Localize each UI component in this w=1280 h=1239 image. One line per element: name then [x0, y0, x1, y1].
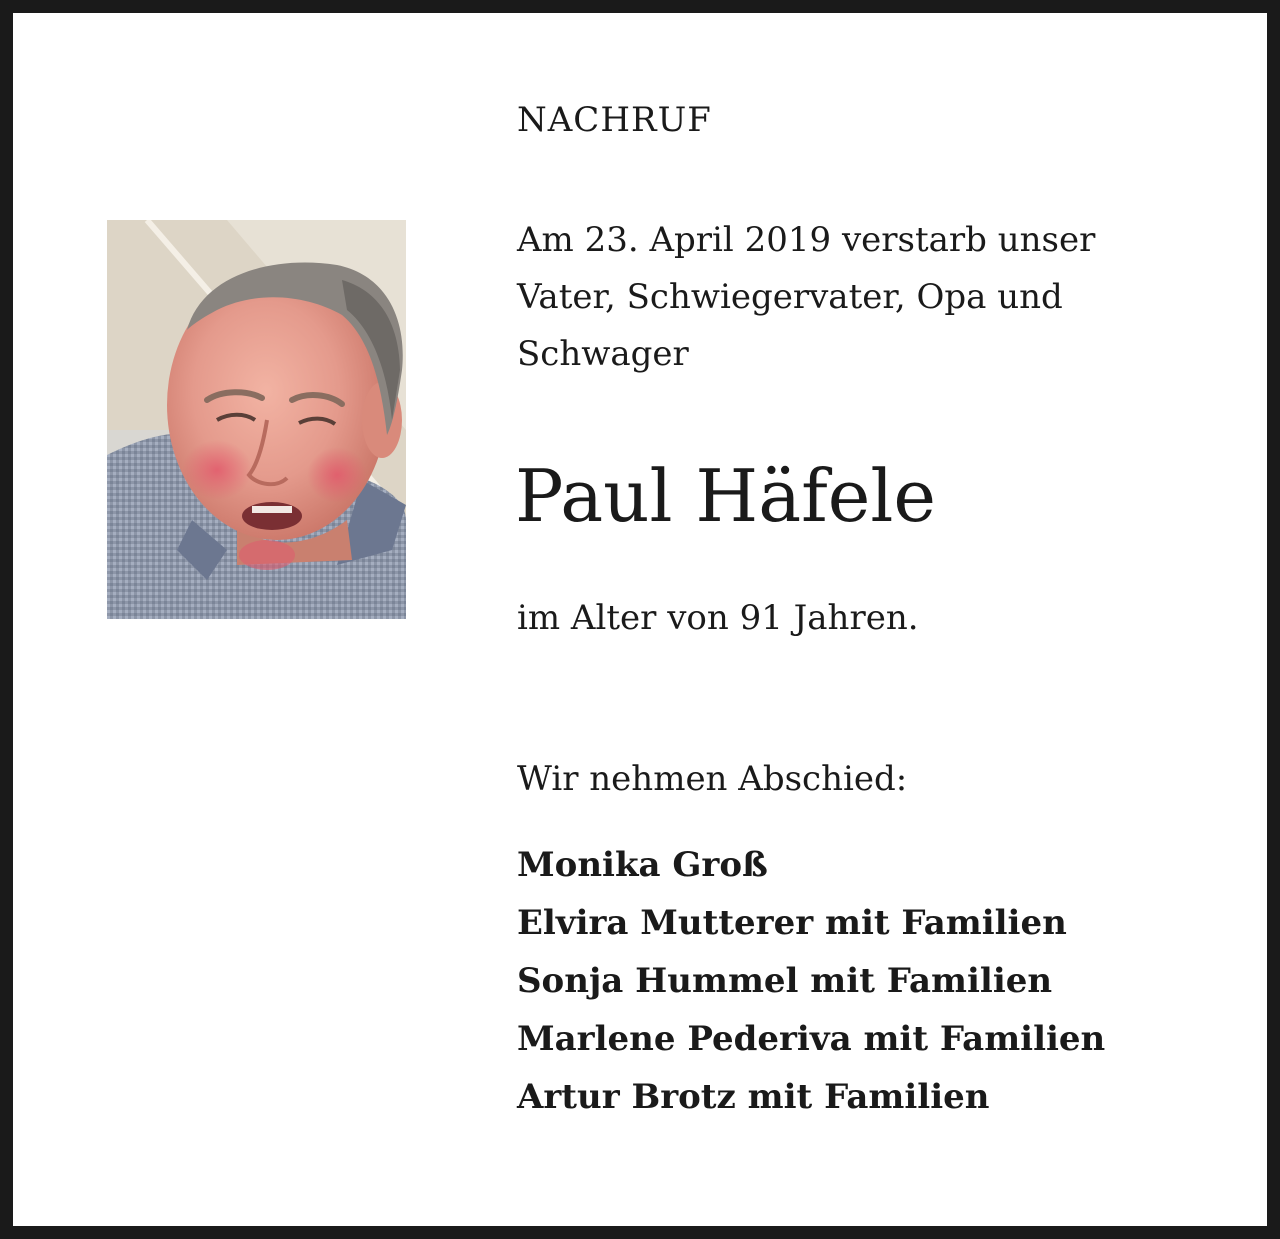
portrait-photo — [107, 220, 406, 619]
mourner-item: Sonja Hummel mit Familien — [517, 961, 1053, 1001]
announcement-line: Vater, Schwiegervater, Opa und — [517, 277, 1063, 317]
mourner-item: Monika Groß — [517, 845, 768, 885]
age-line: im Alter von 91 Jahren. — [517, 598, 919, 638]
announcement-line: Schwager — [517, 334, 689, 374]
death-announcement — [517, 212, 1095, 383]
mourner-item: Artur Brotz mit Familien — [517, 1077, 990, 1117]
mourner-item: Marlene Pederiva mit Familien — [517, 1019, 1106, 1059]
mourner-item: Elvira Mutterer mit Familien — [517, 903, 1067, 943]
farewell-line: Wir nehmen Abschied: — [517, 759, 908, 799]
mourners-list — [517, 836, 1105, 1126]
notice-heading: NACHRUF — [517, 100, 712, 140]
announcement-line: Am 23. April 2019 verstarb unser — [517, 220, 1096, 260]
deceased-name: Paul Häfele — [515, 454, 937, 538]
